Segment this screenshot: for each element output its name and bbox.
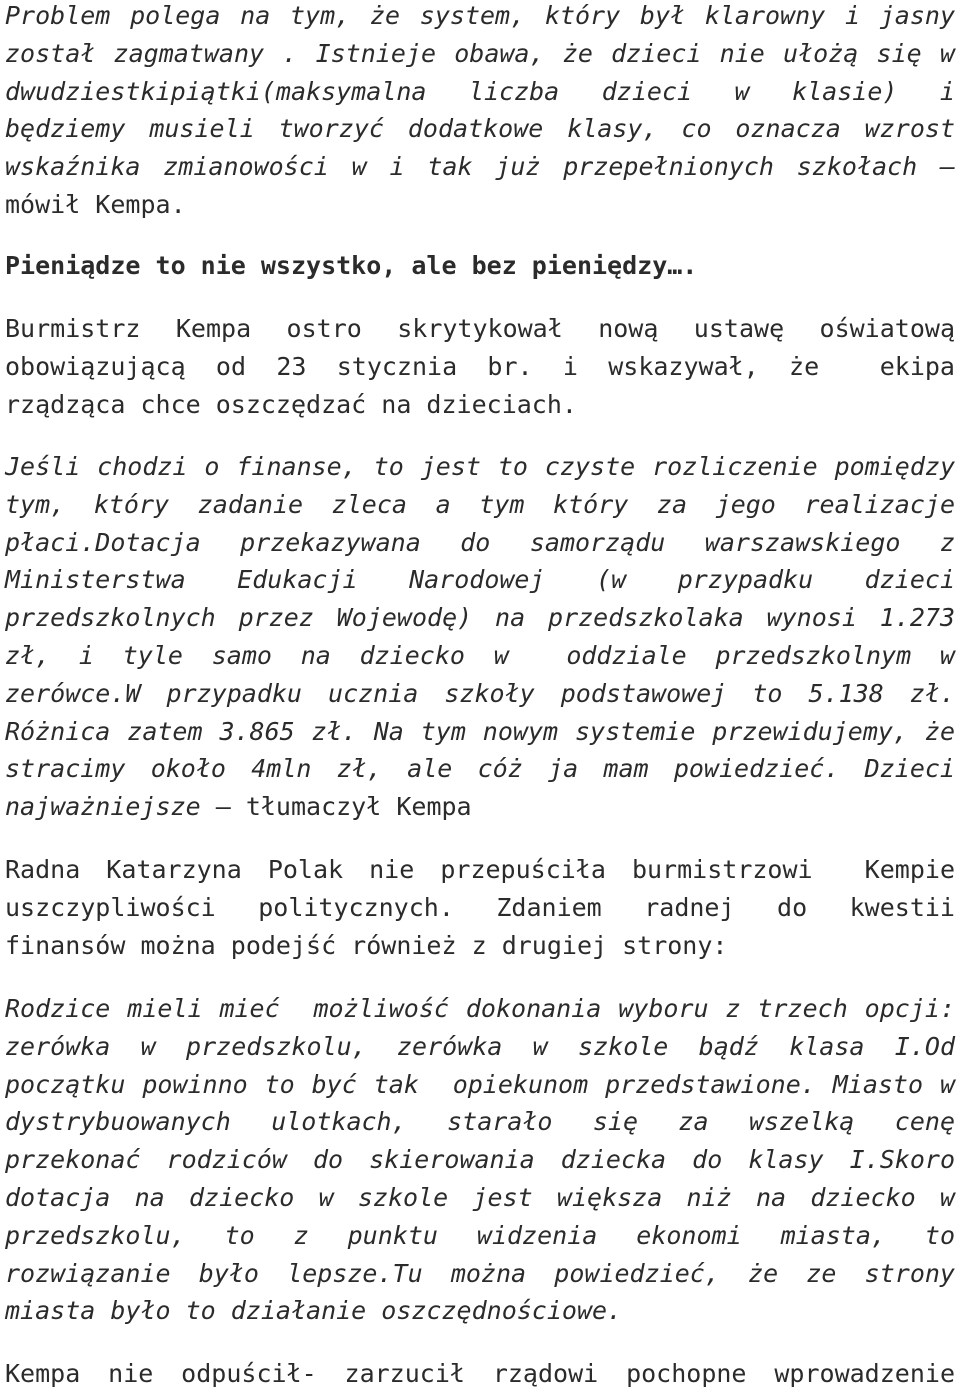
text-line: uszczypliwości politycznych. Zdaniem radnej do kwestii — [5, 892, 955, 922]
text-line: przedszkolu, to z punktu widzenia ekonomi miasta, to — [5, 1220, 955, 1250]
quote-paragraph-5 — [5, 990, 955, 1330]
text-line: Burmistrz Kempa ostro skrytykował nową ustawę oświatową — [5, 314, 955, 343]
text-line: wskaźnika zmianowości w i tak już przepełnionych szkołach – — [5, 152, 955, 182]
text-line: Jeśli chodzi o finanse, to jest to czyste rozliczenie pomiędzy — [5, 452, 955, 481]
text-line: stracimy około 4mln zł, ale cóż ja mam powiedzieć. Dzieci — [5, 754, 955, 784]
italic-fragment: najważniejsze — [5, 792, 201, 822]
text-line-last — [5, 788, 955, 826]
quote-paragraph-3 — [5, 448, 955, 826]
text-line: obowiązującą od 23 stycznia br. i wskazywał, że ekipa — [5, 351, 955, 381]
section-heading — [5, 247, 955, 285]
text-line: finansów można podejść również z drugiej strony: — [5, 930, 728, 960]
text-line: Rodzice mieli mieć możliwość dokonania wyboru z trzech opcji: — [5, 994, 955, 1023]
text-line: Problem polega na tym, że system, który był klarowny i jasny — [5, 1, 955, 30]
text-line: zerówka w przedszkolu, zerówka w szkole bądź klasa I.Od — [5, 1031, 955, 1061]
quote-paragraph-1 — [5, 0, 955, 224]
attribution-text: – tłumaczył Kempa — [200, 792, 472, 822]
text-line: Różnica zatem 3.865 zł. Na tym nowym systemie przewidujemy, że — [5, 716, 955, 746]
paragraph-6 — [5, 1355, 955, 1390]
text-line: tym, który zadanie zleca a tym który za jego realizacje — [5, 489, 955, 519]
text-line: będziemy musieli tworzyć dodatkowe klasy, co oznacza wzrost — [5, 114, 955, 144]
text-line: rządząca chce oszczędzać na dzieciach. — [5, 389, 577, 419]
text-line: zł, i tyle samo na dziecko w oddziale przedszkolnym w — [5, 640, 955, 670]
text-line: początku powinno to być tak opiekunom przedstawione. Miasto w — [5, 1069, 955, 1099]
text-line: dwudziestkipiątki(maksymalna liczba dzieci w klasie) i — [5, 76, 955, 106]
text-line: przedszkolnych przez Wojewodę) na przedszkolaka wynosi 1.273 — [5, 603, 955, 633]
paragraph-4 — [5, 851, 955, 964]
text-line: miasta było to działanie oszczędnościowe. — [5, 1296, 623, 1326]
text-line: Ministerstwa Edukacji Narodowej (w przypadku dzieci — [5, 565, 955, 595]
text-line: Radna Katarzyna Polak nie przepuściła burmistrzowi Kempie — [5, 855, 955, 884]
paragraph-2 — [5, 310, 955, 423]
text-line: został zagmatwany . Istnieje obawa, że dzieci nie ułożą się w — [5, 38, 955, 68]
text-line: przekonać rodziców do skierowania dziecka do klasy I.Skoro — [5, 1145, 955, 1175]
text-line: Kempa nie odpuścił- zarzucił rządowi pochopne wprowadzenie — [5, 1359, 955, 1388]
text-line: rozwiązanie było lepsze.Tu można powiedzieć, że ze strony — [5, 1258, 955, 1288]
text-line: dotacja na dziecko w szkole jest większa niż na dziecko w — [5, 1182, 955, 1212]
text-line: zerówce.W przypadku ucznia szkoły podstawowej to 5.138 zł. — [5, 678, 955, 708]
text-line: płaci.Dotacja przekazywana do samorządu warszawskiego z — [5, 527, 955, 557]
attribution-text: mówił Kempa. — [5, 189, 186, 219]
heading-text: Pieniądze to nie wszystko, ale bez pieniędzy…. — [5, 251, 698, 280]
text-line: dystrybuowanych ulotkach, starało się za wszelką cenę — [5, 1107, 955, 1137]
